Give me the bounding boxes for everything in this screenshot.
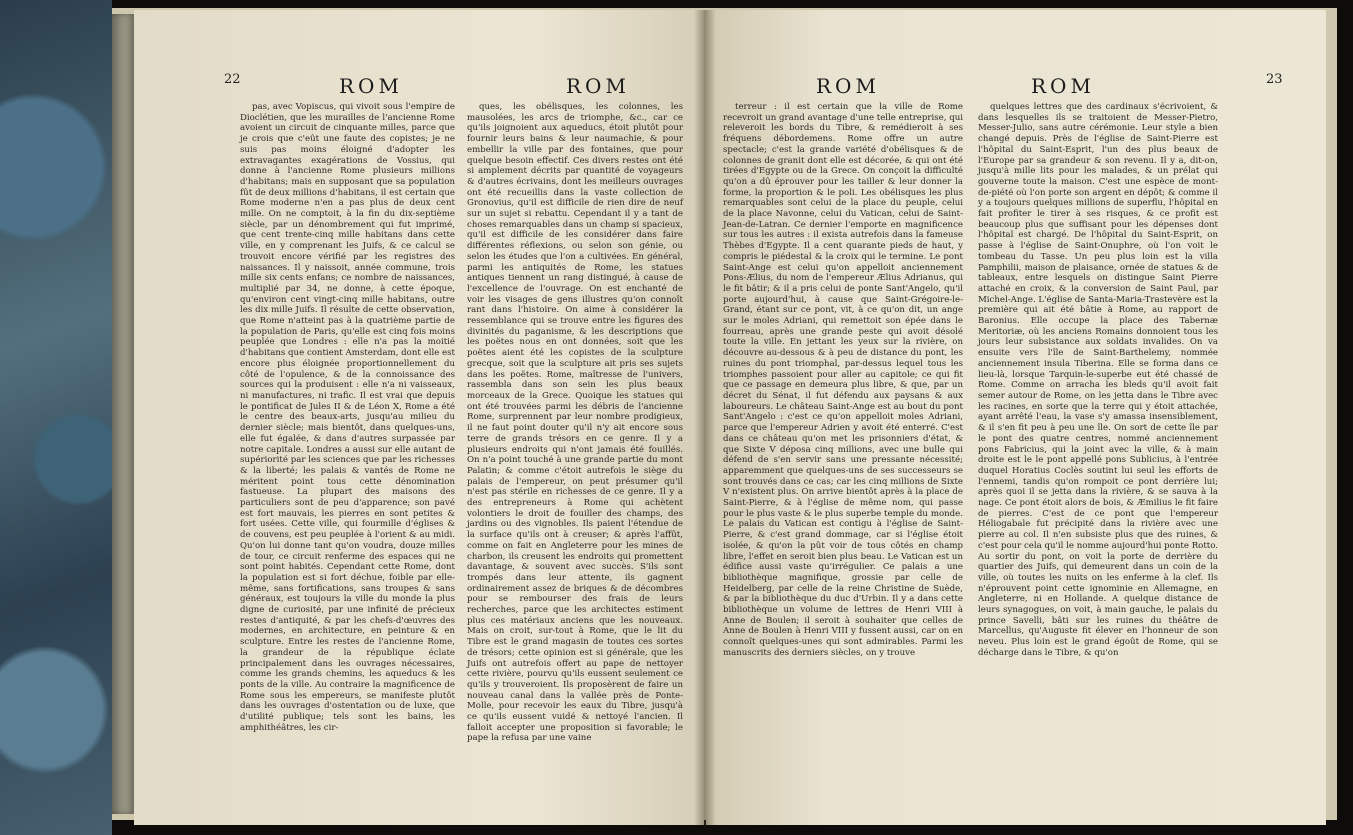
text-column — [978, 102, 1218, 659]
column-text: pas, avec Vopiscus, qui vivoit sous l'empire de Dioclétien, que les murailles de l'ancienne Rome avoient un circuit de cinquante milles, parce que je crois que c'eût une faute des copistes; je ne suis pas moins éloigné d'adopter les extravagantes exagérations de Vossius, qui donne à l'ancienne Rome plusieurs millions d'habitans; mais en supposant que sa population fût de deux millions d'habitans, il est certain que Rome moderne n'en a pas plus de deux cent mille. On ne comptoit, à la fin du dix-septième siècle, par un dénombrement qui fut imprimé, que cent trente-cinq mille habitans dans cette ville, en y comprenant les Juifs, & ce calcul se trouvoit encore vérifié par les registres des naissances. Il y naissoit, année commune, trois mille six cents enfans; ce nombre de naissances, multiplié par 34, ne donne, à cette époque, qu'environ cent vingt-cinq mille habitans, outre les dix mille Juifs. Il résulte de cette observation, que Rome n'atteint pas à la quatrième partie de la population de Paris, qu'elle est cinq fois moins peuplée que Londres : elle n'a pas la moitié d'habitans que contient Amsterdam, dont elle est encore plus éloignée proportionnellement du côté de l'opulence, & de la connoissance des sources qui la produisent : elle n'a ni vaisseaux, ni manufactures, ni trafic. Il est vrai que depuis le pontificat de Jules II & de Léon X, Rome a été le centre des beaux-arts, jusqu'au milieu du dernier siècle; mais bientôt, dans quelques-uns, elle fut égalée, & dans d'autres surpassée par notre capitale. Londres a aussi sur elle autant de supériorité par les sciences que par les richesses & la liberté; les palais & vantés de Rome ne méritent point tous cette dénomination fastueuse. La plupart des maisons des particuliers sont de peu d'apparence; son pavé est fort mauvais, les pierres en sont petites & fort usées. Cette ville, qui fourmille d'églises & de couvens, est peu peuplée à l'orient & au midi. Qu'on lui donne tant qu'on voudra, douze milles de tour, ce circuit renferme des espaces qui ne sont point habités. Cependant cette Rome, dont la population est si fort déchue, foible par elle-même, sans fortifications, sans troupes & sans généraux, est toujours la ville du monde la plus digne de curiosité, par une infinité de précieux restes d'antiquité, & par les chefs-d'œuvres des modernes, en architecture, en peinture & en sculpture. Entre les restes de l'ancienne Rome, la grandeur de la république éclate principalement dans les ouvrages nécessaires, comme les grands chemins, les aqueducs & les ponts de la ville. Au contraire la magnificence de Rome sous les empereurs, se manifeste plutôt dans les ouvrages d'ostentation ou de luxe, que d'utilité publique; tels sont les bains, les amphithéâtres, les cir- — [240, 102, 455, 733]
column-text: quelques lettres que des cardinaux s'écrivoient, & dans lesquelles ils se traitoient de Messer-Pietro, Messer-Julio, sans autre cérémonie. Leur style a bien changé depuis. Près de l'église de Saint-Pierre est l'hôpital du Saint-Esprit, l'un des plus beaux de l'Europe par sa grandeur & son revenu. Il y a, dit-on, jusqu'à mille lits pour les malades, & un prélat qui gouverne toute la maison. C'est une espèce de mont-de-piété où l'on porte son argent en dépôt; & comme il y a toujours quelques millions de superflu, l'hôpital en fait profiter le tirer à ses risques, & ce profit est beaucoup plus que suffisant pour les dépenses dont l'hôpital est chargé. De l'hôpital du Saint-Esprit, on passe à l'église de Saint-Onuphre, où l'on voit le tombeau du Tasse. Un peu plus loin est la villa Pamphilii, maison de plaisance, ornée de statues & de tableaux, entre lesquels on distingue Saint Pierre attaché en croix, & la conversion de Saint Paul, par Michel-Ange. L'église de Santa-Maria-Trastevère est la première qui ait été bâtie à Rome, au rapport de Baronius. Elle occupe la place des Tabernæ Meritoriæ, où les anciens Romains donnoient tous les jours leur subsistance aux soldats invalides. On va ensuite vers l'île de Saint-Barthelemy, nommée anciennement insula Tiberina. Elle se forma dans ce lieu-là, lorsque Tarquin-le-superbe eut été chassé de Rome. Comme on arracha les bleds qu'il avoit fait semer autour de Rome, on les jetta dans le Tibre avec les racines, en sorte que la terre qui y étoit attachée, ayant arrêté l'eau, la vase s'y amassa insensiblement, & il s'en fit peu à peu une île. On sort de cette île par le pont des quatre centres, nommé anciennement pons Fabricius, qui la joint avec la ville, & à main droite est le le pont appellé pons Sublicius, à l'entrée duquel Horatius Coclès soutint lui seul les efforts de l'ennemi, tandis qu'on rompoit ce pont derrière lui; après quoi il se jetta dans la rivière, & se sauva à la nage. Ce pont étoit alors de bois, & Æmilius le fit faire de pierres. C'est de ce pont que l'empereur Héliogabale fut précipité dans la rivière avec une pierre au col. Il n'en subsiste plus que des ruines, & c'est pour cela qu'il le nomme aujourd'hui ponte Rotto. Au sortir du pont, on voit la porte de derrière du quartier des Juifs, qui demeurent dans un coin de la ville, où toutes les nuits on les enferme à la clef. Ils n'éprouvent point cette ignominie en Allemagne, en Angleterre, ni en Hollande. A quelque distance de leurs synagogues, on voit, à main gauche, le palais du prince Savelli, bâti sur les ruines du théâtre de Marcellus, qu'Auguste fit élever en l'honneur de son neveu. Plus loin est le grand égoût de Rome, qui se décharge dans le Tibre, & qu'on — [978, 102, 1218, 658]
column-text: terreur : il est certain que la ville de Rome recevroit un grand avantage d'une telle entreprise, qui releveroit les bords du Tibre, & remédieroit à ses fréquens débordemens. Rome offre un autre spectacle; c'est la grande variété d'obélisques & de colonnes de granit dont elle est décorée, & qui ont été tirées d'Egypte ou de la Grece. On conçoit la difficulté qu'on a dû éprouver pour les tailler & leur donner la forme, la proportion & le poli. Les obélisques les plus remarquables sont celui de la place du peuple, celui de la place Navonne, celui du Vatican, celui de Saint-Jean-de-Latran. Ce dernier l'emporte en magnificence sur tous les autres : il exista autrefois dans la fameuse Thèbes d'Egypte. Il a cent quarante pieds de haut, y compris le piédestal & la croix qui le termine. Le pont Saint-Ange est celui qu'on appelloit anciennement Pons-Ælius, du nom de l'empereur Ælius Adrianus, qui le fit bâtir; & il a pris celui de ponte Sant'Angelo, qu'il porte aujourd'hui, à cause que Saint-Grégoire-le-Grand, étant sur ce pont, vit, à ce qu'on dit, un ange sur le moles Adriani, qui remettoit son épée dans le fourreau, après une grande peste qui avoit désolé toute la ville. En jettant les yeux sur la rivière, on découvre au-dessous & à peu de distance du pont, les ruines du pont triomphal, par-dessus lequel tous les triomphes passoient pour aller au capitole; ce qui fit que ce passage en demeura plus libre, & que, par un décret du Sénat, il fut défendu aux paysans & aux laboureurs. Le château Saint-Ange est au bout du pont Sant'Angelo : c'est ce qu'on appelloit moles Adriani, parce que l'empereur Adrien y avoit été enterré. C'est dans ce château qu'on met les prisonniers d'état, & que Sixte V déposa cinq millions, avec une bulle qui défend de s'en servir sans une pressante nécessité; apparemment que quelques-uns de ses successeurs se sont trouvés dans ce cas; car les cinq millions de Sixte V n'existent plus. On arrive bientôt après à la place de Saint-Pierre, & à l'église de même nom, qui passe pour le plus vaste & le plus superbe temple du monde. Le palais du Vatican est contigu à l'église de Saint-Pierre, & c'est grand dommage, car si l'église étoit isolée, & qu'on la pût voir de tous côtés en champ libre, l'effet en seroit bien plus beau. Le Vatican est un édifice aussi vaste qu'irrégulier. Ce palais a une bibliothèque magnifique, grossie par celle de Heidelberg, par celle de la reine Christine de Suède, & par la bibliothèque du duc d'Urbin. Il y a dans cette bibliothèque un volume de lettres de Henri VIII à Anne de Boulen; il seroit à souhaiter que celles de Anne de Boulen à Henri VIII y fussent aussi, car on en connoît quelques-unes qui sont admirables. Parmi les manuscrits des derniers siècles, on y trouve — [723, 102, 963, 658]
text-column — [240, 102, 455, 733]
marbled-cover — [0, 0, 112, 835]
running-head: ROM — [339, 74, 403, 98]
page-edges — [112, 14, 134, 814]
page-number: 23 — [1266, 72, 1283, 87]
right-page — [706, 10, 1326, 825]
page-number: 22 — [224, 72, 241, 87]
text-column — [467, 102, 683, 744]
text-column — [723, 102, 963, 659]
book-gutter — [694, 10, 716, 825]
running-head: ROM — [1031, 74, 1095, 98]
running-head: ROM — [566, 74, 630, 98]
running-head: ROM — [816, 74, 880, 98]
column-text: ques, les obélisques, les colonnes, les mausolées, les arcs de triomphe, &c., car ce qu'ils joignoient aux aqueducs, étoit plutôt pour fournir leurs bains & leur naumachie, & pour embellir la ville par des fontaines, que pour quelque besoin effectif. Ces divers restes ont été si amplement décrits par quantité de voyageurs & d'autres écrivains, dont les meilleurs ouvrages ont été recueillis dans la vaste collection de Gronovius, qu'il est difficile de rien dire de neuf sur un sujet si rebattu. Cependant il y a tant de choses remarquables dans un champ si spacieux, qu'il est difficile de les considérer dans faire différentes réflexions, ou selon son génie, ou selon les études que l'on a cultivées. En général, parmi les antiquités de Rome, les statues antiques tiennent un rang distingué, à cause de l'excellence de l'ouvrage. On est enchanté de voir les visages de gens illustres qu'on connoît rant dans l'histoire. On aime à considérer la ressemblance qui se trouve entre les figures des divinités du paganisme, & les descriptions que les poëtes nous en ont données, soit que les poëtes aient été les copistes de la sculpture grecque, soit que la sculpture ait pris ses sujets dans les poëtes. Rome, maîtresse de l'univers, rassembla dans son sein les plus beaux morceaux de la Grece. Quoique les statues qui ont été trouvées parmi les débris de l'ancienne Rome, surprennent par leur nombre prodigieux, il ne faut point douter qu'il n'y ait encore sous terre de grands trésors en ce genre. Il y a plusieurs endroits qui n'ont jamais été fouillés. On n'a point touché à une grande partie du mont Palatin; & comme c'étoit autrefois le siège du palais de l'empereur, on peut présumer qu'il n'est pas stérile en richesses de ce genre. Il y a des entrepreneurs à Rome qui achètent volontiers le droit de fouiller des champs, des jardins ou des vignobles. Ils paient l'étendue de la surface qu'ils ont à creuser; & après l'affût, comme on fait en Angleterre pour les mines de charbon, ils creusent les endroits qui promettent davantage, & souvent avec succès. S'ils sont trompés dans leur attente, ils gagnent ordinairement assez de briques & de décombres pour se rembourser des frais de leurs recherches, parce que les architectes estiment plus ces matériaux anciens que les nouveaux. Mais on croit, sur-tout à Rome, que le lit du Tibre est le grand magasin de toutes ces sortes de trésors; cette opinion est si générale, que les Juifs ont autrefois offert au pape de nettoyer cette rivière, pourvu qu'ils eussent seulement ce qu'ils y trouveroient. Ils proposèrent de faire un nouveau canal dans la vallée près de Ponte-Molle, pour recevoir les eaux du Tibre, jusqu'à ce qu'ils eussent vuidé & nettoyé l'ancien. Il falloit accepter une proposition si favorable; le pape la refusa par une vaine — [467, 102, 683, 744]
left-page — [134, 10, 704, 825]
